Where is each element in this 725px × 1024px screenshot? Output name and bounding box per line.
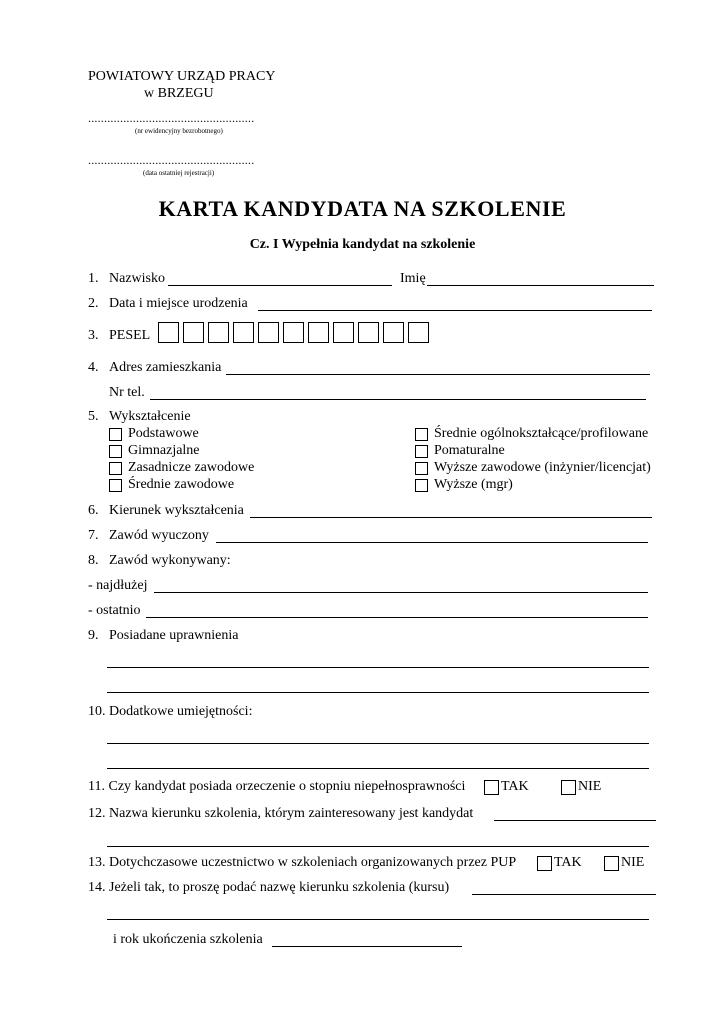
field-9-number: 9. <box>88 628 99 643</box>
phone-label: Nr tel. <box>109 385 145 400</box>
course-year-input[interactable] <box>274 930 460 946</box>
learned-profession-line <box>216 542 648 543</box>
education-option-general-secondary: Średnie ogólnokształcące/profilowane <box>434 426 649 441</box>
pesel-digit-box[interactable] <box>283 322 304 343</box>
phone-line <box>150 399 646 400</box>
pesel-digit-box[interactable] <box>208 322 229 343</box>
pesel-digit-box[interactable] <box>258 322 279 343</box>
learned-profession-label: Zawód wyuczony <box>109 528 209 543</box>
last-profession-input[interactable] <box>148 601 646 617</box>
education-option-bachelor: Wyższe zawodowe (inżynier/licencjat) <box>434 460 651 475</box>
pesel-label: PESEL <box>109 328 151 343</box>
education-checkbox-post-secondary[interactable] <box>415 445 428 458</box>
education-option-primary: Podstawowe <box>128 426 199 441</box>
practiced-profession-label: Zawód wykonywany: <box>109 553 231 568</box>
birth-input[interactable] <box>260 294 650 310</box>
address-input[interactable] <box>228 358 648 374</box>
qualifications-line[interactable] <box>107 667 649 668</box>
pesel-digit-box[interactable] <box>308 322 329 343</box>
page-title: KARTA KANDYDATA NA SZKOLENIE <box>158 196 567 221</box>
field-3-number: 3. <box>88 328 99 343</box>
field-7-number: 7. <box>88 528 99 543</box>
additional-skills-line[interactable] <box>107 768 649 769</box>
field-2-number: 2. <box>88 296 99 311</box>
course-year-label: i rok ukończenia szkolenia <box>113 932 263 947</box>
office-name: POWIATOWY URZĄD PRACY <box>88 69 276 84</box>
education-option-lower-secondary: Gimnazjalne <box>128 443 200 458</box>
field-1-number: 1. <box>88 271 99 286</box>
training-interest-line <box>494 820 656 821</box>
disability-no-checkbox[interactable] <box>561 780 576 795</box>
pesel-digit-box[interactable] <box>158 322 179 343</box>
first-name-input[interactable] <box>429 269 652 285</box>
surname-line <box>168 285 392 286</box>
disability-yes-checkbox[interactable] <box>484 780 499 795</box>
education-checkbox-general-secondary[interactable] <box>415 428 428 441</box>
qualifications-label: Posiadane uprawnienia <box>109 628 239 643</box>
field-of-study-input[interactable] <box>252 501 650 517</box>
training-interest-label: 12. Nazwa kierunku szkolenia, którym zainteresowany jest kandydat <box>88 806 474 821</box>
pesel-digit-box[interactable] <box>358 322 379 343</box>
registration-date-label: (data ostatniej rejestracji) <box>143 169 215 177</box>
last-profession-label: - ostatnio <box>88 603 141 618</box>
registration-number-field[interactable]: .................................................... <box>88 111 255 125</box>
previous-training-no-label: NIE <box>621 855 645 870</box>
course-year-line <box>272 946 462 947</box>
first-name-line <box>427 285 654 286</box>
additional-skills-label: 10. Dodatkowe umiejętności: <box>88 704 253 719</box>
last-profession-line <box>146 617 648 618</box>
education-label: Wykształcenie <box>109 409 191 424</box>
office-city: w BRZEGU <box>144 86 214 101</box>
previous-training-label: 13. Dotychczasowe uczestnictwo w szkoleniach organizowanych przez PUP <box>88 855 517 870</box>
surname-label: Nazwisko <box>109 271 165 286</box>
registration-number-label: (nr ewidencyjny bezrobotnego) <box>135 127 223 135</box>
pesel-digit-box[interactable] <box>183 322 204 343</box>
field-8-number: 8. <box>88 553 99 568</box>
field-of-study-label: Kierunek wykształcenia <box>109 503 244 518</box>
address-label: Adres zamieszkania <box>109 360 222 375</box>
training-interest-extra-line[interactable] <box>107 846 649 847</box>
longest-profession-line <box>154 592 648 593</box>
pesel-digit-box[interactable] <box>333 322 354 343</box>
training-interest-input[interactable] <box>496 804 654 820</box>
field-6-number: 6. <box>88 503 99 518</box>
education-checkbox-master[interactable] <box>415 479 428 492</box>
section-subtitle: Cz. I Wypełnia kandydat na szkolenie <box>249 237 476 252</box>
pesel-digit-box[interactable] <box>233 322 254 343</box>
field-4-number: 4. <box>88 360 99 375</box>
disability-yes-label: TAK <box>501 779 529 794</box>
disability-no-label: NIE <box>578 779 602 794</box>
pesel-digit-box[interactable] <box>383 322 404 343</box>
field-5-number: 5. <box>88 409 99 424</box>
birth-line <box>258 310 652 311</box>
completed-course-input[interactable] <box>474 878 654 894</box>
surname-input[interactable] <box>170 269 390 285</box>
address-line <box>226 374 650 375</box>
education-option-basic-vocational: Zasadnicze zawodowe <box>128 460 255 475</box>
education-option-master: Wyższe (mgr) <box>434 477 513 492</box>
completed-course-extra-line[interactable] <box>107 919 649 920</box>
completed-course-label: 14. Jeżeli tak, to proszę podać nazwę kierunku szkolenia (kursu) <box>88 880 450 895</box>
education-checkbox-secondary-vocational[interactable] <box>109 479 122 492</box>
previous-training-no-checkbox[interactable] <box>604 856 619 871</box>
learned-profession-input[interactable] <box>218 526 646 542</box>
additional-skills-line[interactable] <box>107 743 649 744</box>
education-option-post-secondary: Pomaturalne <box>434 443 505 458</box>
education-checkbox-lower-secondary[interactable] <box>109 445 122 458</box>
previous-training-yes-checkbox[interactable] <box>537 856 552 871</box>
phone-input[interactable] <box>152 383 644 399</box>
previous-training-yes-label: TAK <box>554 855 582 870</box>
disability-question-label: 11. Czy kandydat posiada orzeczenie o stopniu niepełnosprawności <box>88 779 466 794</box>
first-name-label: Imię <box>400 271 426 286</box>
longest-profession-input[interactable] <box>156 576 646 592</box>
longest-profession-label: - najdłużej <box>88 578 148 593</box>
education-checkbox-bachelor[interactable] <box>415 462 428 475</box>
field-of-study-line <box>250 517 652 518</box>
education-checkbox-basic-vocational[interactable] <box>109 462 122 475</box>
registration-date-field[interactable]: .................................................... <box>88 153 255 167</box>
qualifications-line[interactable] <box>107 692 649 693</box>
birth-label: Data i miejsce urodzenia <box>109 296 248 311</box>
education-option-secondary-vocational: Średnie zawodowe <box>128 477 235 492</box>
completed-course-line <box>472 894 656 895</box>
education-checkbox-primary[interactable] <box>109 428 122 441</box>
pesel-digit-box[interactable] <box>408 322 429 343</box>
